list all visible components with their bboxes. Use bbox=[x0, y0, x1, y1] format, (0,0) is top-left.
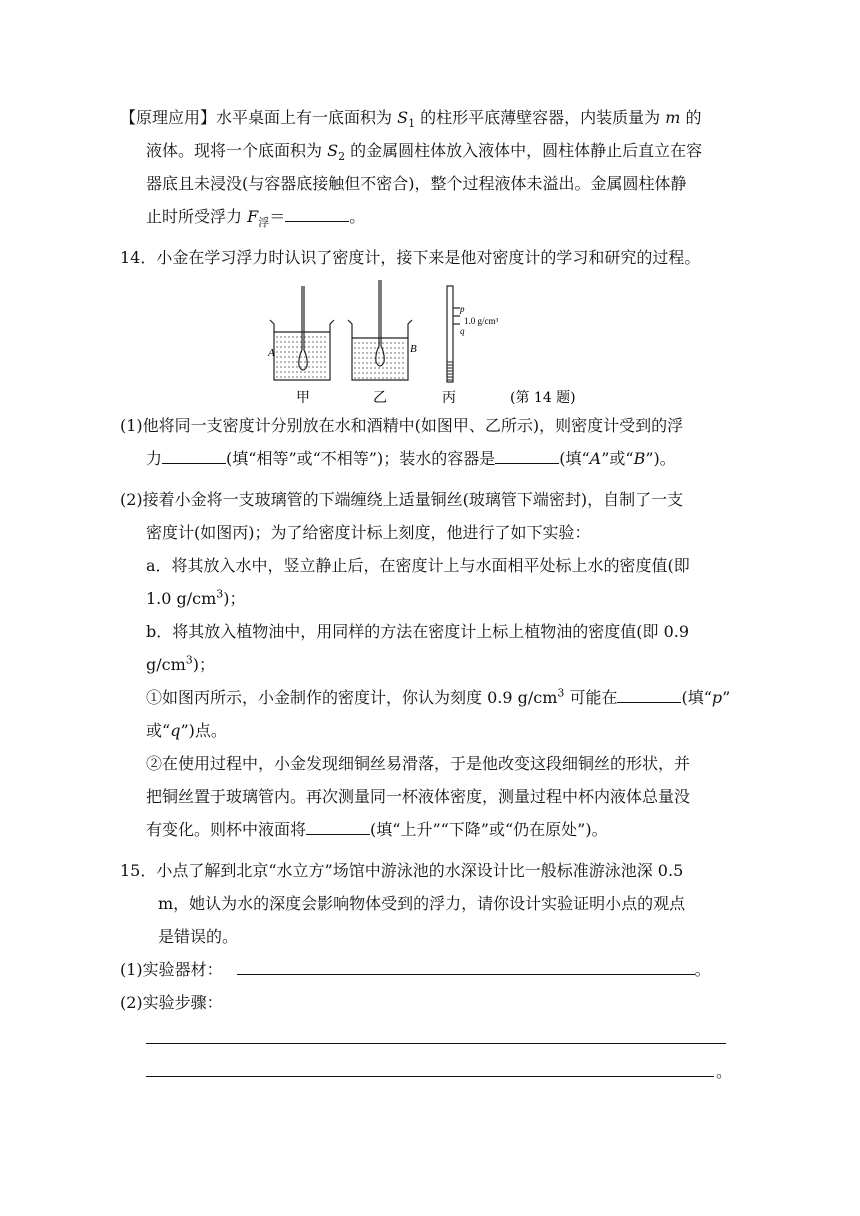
answer-blank[interactable] bbox=[285, 205, 349, 222]
beaker-b bbox=[348, 280, 412, 380]
caption-number: (第 14 题) bbox=[510, 390, 576, 406]
q14-sub2-line3: 有变化。则杯中液面将 (填“上升”“下降”或“仍在原处”)。 bbox=[146, 820, 608, 839]
q14-step-b-line1: b．将其放入植物油中，用同样的方法在密度计上标上植物油的密度值(即 0.9 bbox=[146, 622, 690, 641]
q14-step-a-line1: a．将其放入水中，竖立静止后，在密度计上与水面相平处标上水的密度值(即 bbox=[146, 556, 690, 575]
steps-answer-line-1[interactable] bbox=[146, 1043, 726, 1044]
principle-line-3: 器底且未浸没(与容器底接触但不密合)，整个过程液体未溢出。金属圆柱体静 bbox=[146, 174, 687, 193]
principle-line-4: 止时所受浮力 $F_浮=$ 。 bbox=[146, 207, 366, 230]
q14-part1-line2: 力 (填“相等”或“不相等”)；装水的容器是 (填“A”或“B”)。 bbox=[146, 449, 676, 468]
q14-step-a-line2: 1.0 $g/cm^3$)； bbox=[146, 587, 246, 608]
q15-part1: (1)实验器材： 。 bbox=[120, 960, 711, 979]
caption-jia: 甲 bbox=[296, 390, 310, 406]
q14-stem: 14．小金在学习浮力时认识了密度计，接下来是他对密度计的学习和研究的过程。 bbox=[120, 248, 701, 267]
q15-stem-line3: 是错误的。 bbox=[158, 927, 239, 946]
q15-stem-line2: m，她认为水的深度会影响物体受到的浮力，请你设计实验证明小点的观点 bbox=[158, 894, 686, 913]
answer-blank[interactable] bbox=[162, 447, 226, 464]
q14-part2-line2: 密度计(如图丙)；为了给密度计标上刻度，他进行了如下实验： bbox=[146, 523, 591, 542]
caption-bing: 丙 bbox=[442, 390, 456, 406]
q14-sub1-line1: ①如图丙所示，小金制作的密度计，你认为刻度 0.9 $g/cm^3$ 可能在 (填“p” bbox=[146, 686, 731, 707]
density-mark: 1.0 g/cm³ bbox=[464, 316, 499, 326]
q14-sub1-line2: 或“q”)点。 bbox=[146, 721, 227, 740]
steps-answer-line-2[interactable] bbox=[146, 1076, 714, 1077]
beaker-a bbox=[270, 286, 334, 380]
principle-line-1: 【原理应用】水平桌面上有一底面积为 $S_1$ 的柱形平底薄壁容器，内装质量为 m 的 bbox=[120, 108, 702, 131]
q14-sub2-line1: ②在使用过程中，小金发现细铜丝易滑落，于是他改变这段细铜丝的形状，并 bbox=[146, 754, 691, 773]
q14-part1-line1: (1)他将同一支密度计分别放在水和酒精中(如图甲、乙所示)，则密度计受到的浮 bbox=[120, 416, 684, 435]
q14-part2-line1: (2)接着小金将一支玻璃管的下端缠绕上适量铜丝(玻璃管下端密封)，自制了一支 bbox=[120, 490, 684, 509]
label-q: q bbox=[460, 326, 465, 336]
glass-tube bbox=[447, 286, 460, 382]
materials-answer-blank[interactable] bbox=[237, 958, 695, 975]
q14-figure bbox=[262, 280, 622, 410]
q15-part2: (2)实验步骤： bbox=[120, 993, 223, 1012]
label-a: A bbox=[268, 347, 275, 359]
answer-blank[interactable] bbox=[617, 686, 681, 703]
answer-blank[interactable] bbox=[495, 447, 559, 464]
q14-sub2-line2: 把铜丝置于玻璃管内。再次测量同一杯液体密度，测量过程中杯内液体总量没 bbox=[146, 787, 691, 806]
steps-end-mark: 。 bbox=[716, 1062, 733, 1081]
principle-line-2: 液体。现将一个底面积为 $S_2$ 的金属圆柱体放入液体中，圆柱体静止后直立在容 bbox=[146, 141, 703, 164]
q14-step-b-line2: $g/cm^3$)； bbox=[146, 653, 216, 674]
caption-yi: 乙 bbox=[373, 390, 387, 406]
q15-stem-line1: 15．小点了解到北京“水立方”场馆中游泳池的水深设计比一般标准游泳池深 0.5 bbox=[120, 861, 684, 880]
label-b: B bbox=[410, 343, 417, 355]
label-p: p bbox=[460, 304, 465, 314]
answer-blank[interactable] bbox=[306, 818, 370, 835]
density-meter-diagram bbox=[262, 280, 622, 410]
